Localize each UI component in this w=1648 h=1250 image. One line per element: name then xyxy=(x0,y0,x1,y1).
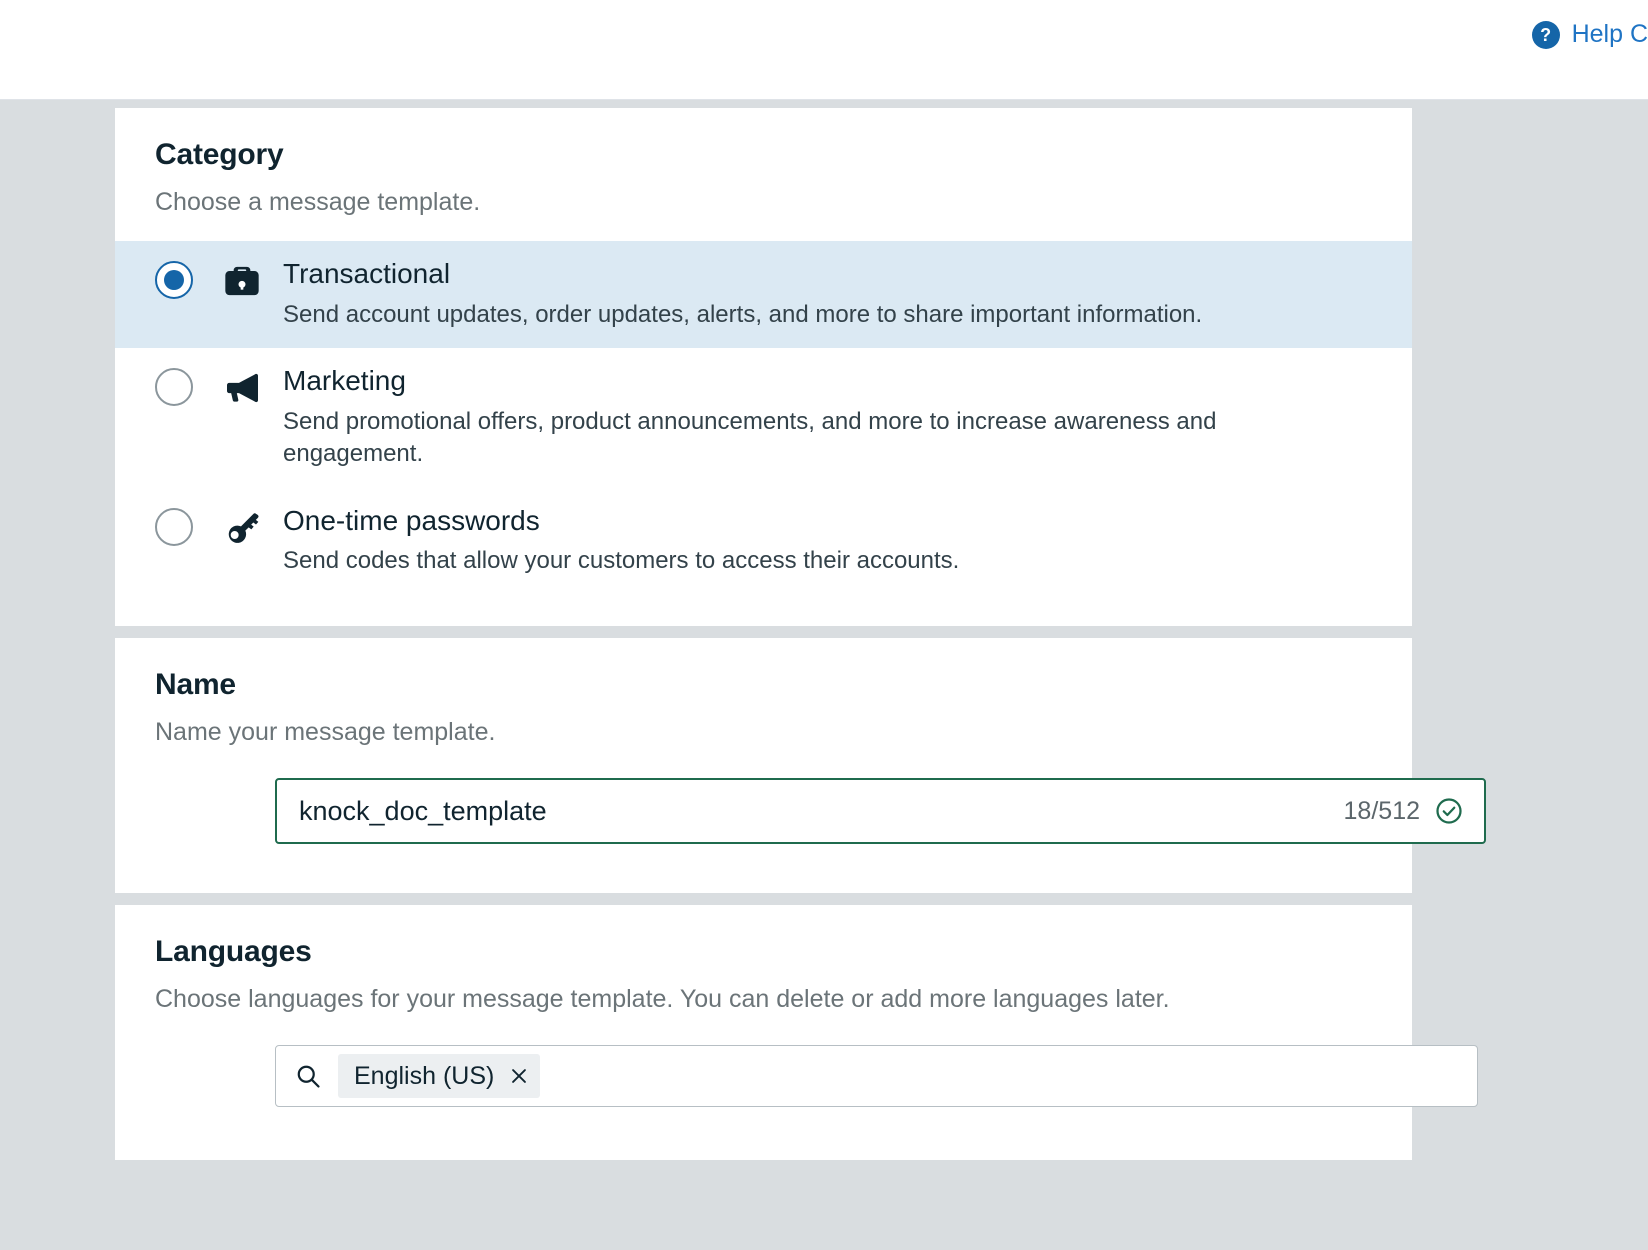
radio-marketing[interactable] xyxy=(155,368,193,406)
key-icon xyxy=(215,506,269,550)
search-icon xyxy=(294,1062,322,1090)
languages-subtitle: Choose languages for your message template. You can delete or add more languages later. xyxy=(155,985,1170,1013)
category-options xyxy=(115,241,1412,595)
language-chip-label: English (US) xyxy=(354,1061,495,1090)
category-subtitle: Choose a message template. xyxy=(155,188,481,216)
option-one-time-passwords[interactable] xyxy=(115,488,1412,595)
category-card xyxy=(115,108,1412,626)
name-input-wrapper[interactable] xyxy=(275,778,1486,844)
name-card xyxy=(115,638,1420,893)
name-title: Name xyxy=(155,668,236,701)
check-circle-icon xyxy=(1434,796,1464,826)
languages-search-wrapper[interactable] xyxy=(275,1045,1478,1107)
languages-title: Languages xyxy=(155,935,312,968)
category-title: Category xyxy=(155,138,284,171)
option-transactional-text xyxy=(283,259,1202,330)
language-chip-english-us[interactable] xyxy=(338,1054,540,1098)
option-marketing[interactable] xyxy=(115,348,1412,487)
name-char-count: 18/512 xyxy=(1343,796,1420,825)
option-one-time-passwords-text xyxy=(283,506,959,577)
radio-one-time-passwords[interactable] xyxy=(155,508,193,546)
option-transactional[interactable] xyxy=(115,241,1412,348)
option-one-time-passwords-label: One-time passwords xyxy=(283,504,540,536)
option-marketing-text xyxy=(283,366,1283,469)
question-mark-icon: ? xyxy=(1532,21,1560,49)
languages-card xyxy=(115,905,1412,1160)
name-subtitle: Name your message template. xyxy=(155,718,496,746)
help-center-label: Help C xyxy=(1571,20,1648,48)
top-bar xyxy=(0,0,1648,100)
option-transactional-label: Transactional xyxy=(283,258,451,289)
option-marketing-label: Marketing xyxy=(283,365,406,397)
radio-transactional[interactable] xyxy=(155,261,193,299)
option-one-time-passwords-description: Send codes that allow your customers to access their accounts. xyxy=(283,547,960,575)
help-center-link[interactable] xyxy=(1532,20,1648,49)
megaphone-icon xyxy=(215,366,269,410)
name-input[interactable] xyxy=(277,795,1344,828)
option-transactional-description: Send account updates, order updates, alerts, and more to share important information. xyxy=(283,300,1203,328)
briefcase-icon xyxy=(215,259,269,303)
close-icon[interactable] xyxy=(508,1065,530,1087)
option-marketing-description: Send promotional offers, product announcements, and more to increase awareness and engagement. xyxy=(283,408,1217,467)
